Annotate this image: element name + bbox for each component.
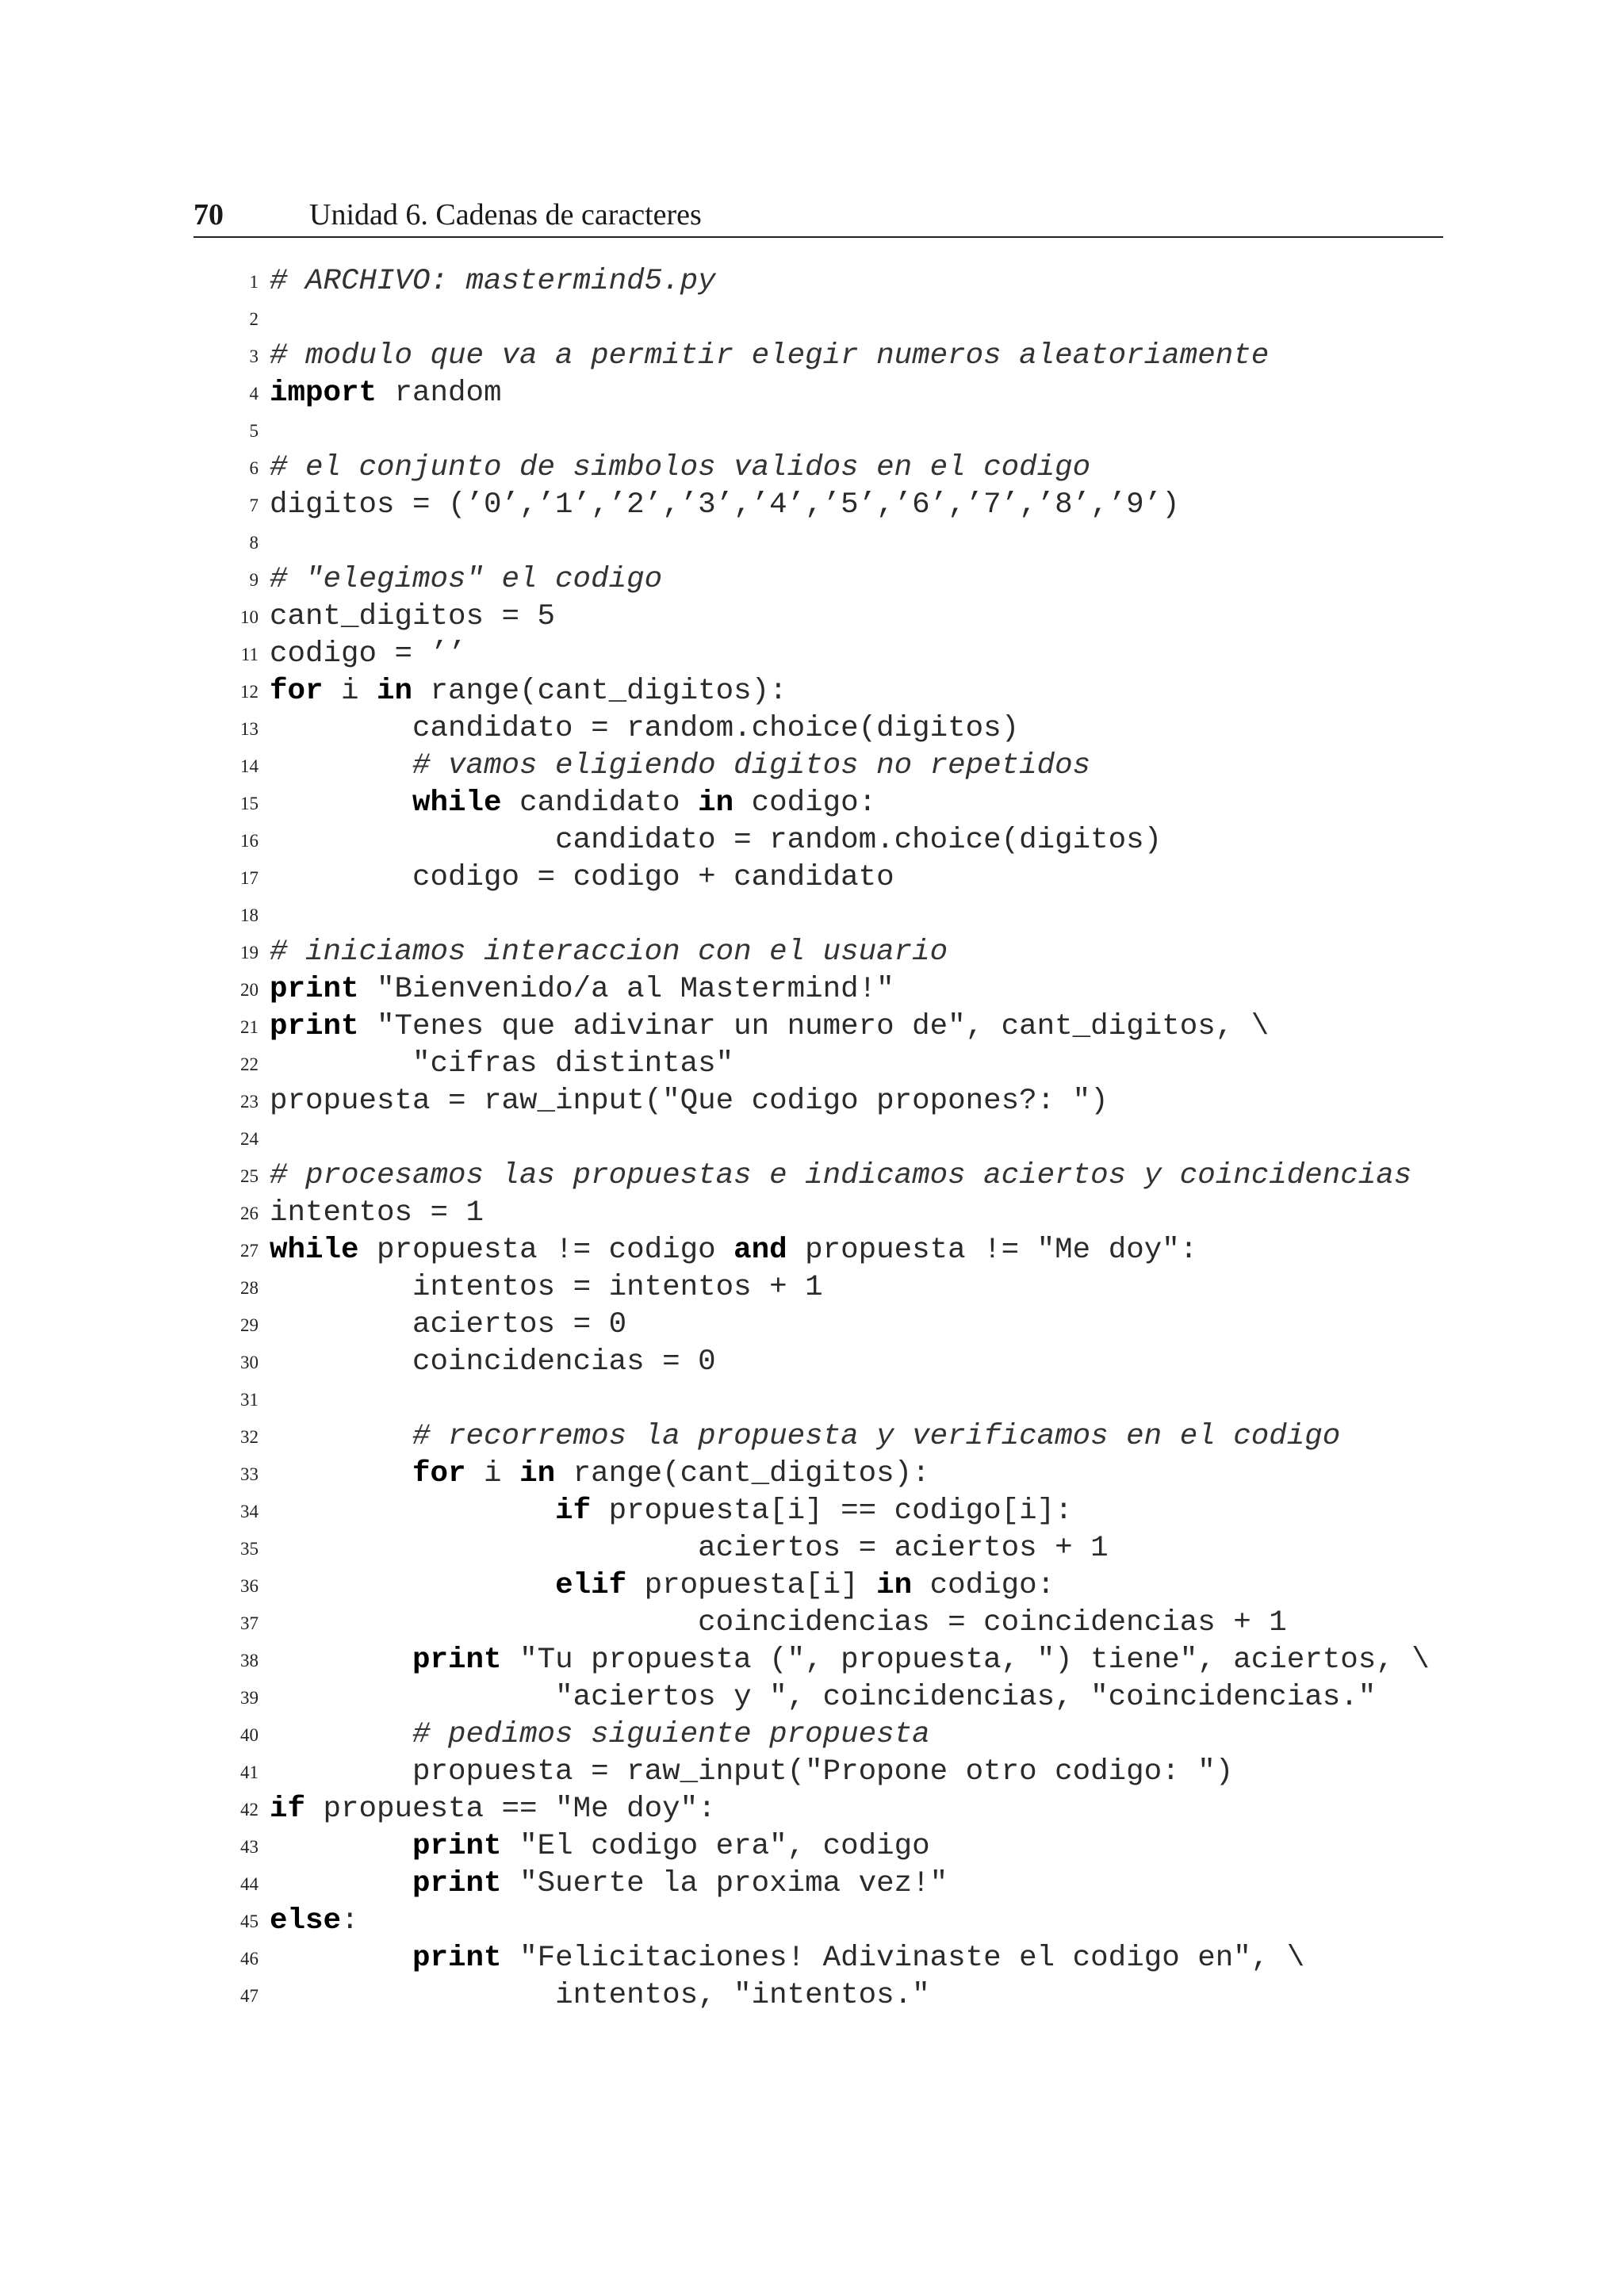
code-text <box>270 1232 1197 1269</box>
line-number: 11 <box>240 645 259 664</box>
line-number: 41 <box>240 1762 259 1782</box>
code-text-segment: "cifras distintas" <box>412 1047 734 1081</box>
line-number: 34 <box>240 1502 259 1521</box>
line-number: 8 <box>249 533 259 553</box>
code-line <box>0 1269 1624 1307</box>
line-number: 32 <box>240 1427 259 1447</box>
code-text-segment: "Tenes que adivinar un numero de", cant_digitos, \ <box>358 1010 1270 1043</box>
code-text-segment: propuesta == "Me doy": <box>305 1793 716 1826</box>
code-text <box>270 375 502 412</box>
code-line <box>0 710 1624 748</box>
code-keyword: if <box>555 1494 592 1528</box>
code-text <box>270 673 787 710</box>
code-keyword: print <box>412 1644 502 1677</box>
code-keyword: for <box>412 1457 466 1490</box>
code-keyword: in <box>377 675 413 708</box>
code-text <box>270 1269 823 1307</box>
code-line <box>0 785 1624 822</box>
code-text <box>270 1307 626 1344</box>
code-text-segment: digitos = (’0’,’1’,’2’,’3’,’4’,’5’,’6’,’7’,’8’,’9’) <box>270 488 1180 522</box>
code-text-segment: "El codigo era", codigo <box>501 1830 930 1863</box>
code-text-segment: candidato = random.choice(digitos) <box>555 824 1162 857</box>
code-text-segment: propuesta = raw_input("Que codigo propones?: ") <box>270 1085 1109 1118</box>
code-line <box>0 561 1624 599</box>
code-text <box>270 1158 1411 1195</box>
code-text-segment: random <box>377 377 502 410</box>
line-number: 43 <box>240 1837 259 1857</box>
line-number: 17 <box>240 868 259 888</box>
code-line <box>0 412 1624 450</box>
line-number: 47 <box>240 1986 259 2006</box>
code-keyword: import <box>270 377 377 410</box>
code-comment: # vamos eligiendo digitos no repetidos <box>412 749 1091 783</box>
code-text <box>270 822 1162 859</box>
line-number: 24 <box>240 1129 259 1149</box>
line-number: 36 <box>240 1576 259 1596</box>
line-number: 9 <box>249 570 259 590</box>
code-line <box>0 1567 1624 1605</box>
line-number: 26 <box>240 1203 259 1223</box>
code-keyword: if <box>270 1793 306 1826</box>
code-line <box>0 263 1624 300</box>
line-number: 14 <box>240 756 259 776</box>
line-number: 40 <box>240 1725 259 1745</box>
code-comment: # el conjunto de simbolos validos en el codigo <box>270 451 1091 484</box>
code-text <box>270 1046 733 1083</box>
code-text-segment: intentos = 1 <box>270 1196 485 1230</box>
code-line <box>0 1791 1624 1828</box>
code-text-segment: candidato = random.choice(digitos) <box>412 712 1020 745</box>
running-header <box>193 193 1443 238</box>
code-text-segment: "Suerte la proxima vez!" <box>501 1867 948 1900</box>
code-text <box>270 599 555 636</box>
code-keyword: print <box>412 1942 502 1975</box>
code-text-segment: range(cant_digitos): <box>555 1457 930 1490</box>
code-text <box>270 1008 1269 1046</box>
code-comment: # iniciamos interaccion con el usuario <box>270 936 948 969</box>
code-line <box>0 636 1624 673</box>
code-keyword: for <box>270 675 324 708</box>
code-text <box>270 748 1090 785</box>
code-line <box>0 1158 1624 1195</box>
code-text <box>270 1828 930 1866</box>
line-number: 27 <box>240 1241 259 1261</box>
code-keyword: print <box>270 973 359 1006</box>
code-line <box>0 1493 1624 1530</box>
code-text <box>270 1344 716 1381</box>
code-text-segment: codigo = ’’ <box>270 637 466 671</box>
line-number: 21 <box>240 1017 259 1037</box>
code-comment: # ARCHIVO: mastermind5.py <box>270 265 716 298</box>
code-keyword: print <box>412 1867 502 1900</box>
line-number: 39 <box>240 1688 259 1708</box>
line-number: 20 <box>240 980 259 1000</box>
line-number: 25 <box>240 1166 259 1186</box>
code-text <box>270 1754 1233 1791</box>
code-text-segment: propuesta[i] == codigo[i]: <box>591 1494 1073 1528</box>
code-text-segment: coincidencias = 0 <box>412 1345 716 1379</box>
code-text <box>270 1791 716 1828</box>
code-text-segment: "aciertos y ", coincidencias, "coincidencias." <box>555 1681 1377 1714</box>
code-line <box>0 1903 1624 1940</box>
line-number: 15 <box>240 794 259 813</box>
code-text-segment: aciertos = 0 <box>412 1308 627 1341</box>
code-line <box>0 1605 1624 1642</box>
code-text <box>270 1567 1055 1605</box>
code-line <box>0 1008 1624 1046</box>
line-number: 5 <box>249 421 259 441</box>
line-number: 2 <box>249 309 259 329</box>
code-text <box>270 1642 1430 1679</box>
code-text-segment: aciertos = aciertos + 1 <box>698 1532 1109 1565</box>
code-text <box>270 1195 484 1232</box>
code-text <box>270 785 876 822</box>
code-line <box>0 1828 1624 1866</box>
code-text <box>270 450 1090 487</box>
code-line <box>0 1977 1624 2015</box>
code-keyword: and <box>733 1234 787 1267</box>
line-number: 28 <box>240 1278 259 1298</box>
code-keyword: while <box>270 1234 359 1267</box>
code-text <box>270 1530 1109 1567</box>
code-keyword: elif <box>555 1569 627 1602</box>
code-line <box>0 1866 1624 1903</box>
code-line <box>0 934 1624 971</box>
code-text <box>270 1083 1109 1120</box>
line-number: 22 <box>240 1054 259 1074</box>
code-comment: # recorremos la propuesta y verificamos en el codigo <box>412 1420 1341 1453</box>
code-text <box>270 1977 930 2015</box>
line-number: 30 <box>240 1353 259 1372</box>
code-text-segment: propuesta[i] <box>626 1569 877 1602</box>
code-text-segment: "Tu propuesta (", propuesta, ") tiene", aciertos, \ <box>501 1644 1430 1677</box>
code-line <box>0 1381 1624 1418</box>
line-number: 7 <box>249 496 259 515</box>
code-text-segment: i <box>323 675 377 708</box>
code-comment: # procesamos las propuestas e indicamos aciertos y coincidencias <box>270 1159 1412 1192</box>
code-text <box>270 1493 1073 1530</box>
code-text <box>270 636 466 673</box>
line-number: 4 <box>249 384 259 404</box>
line-number: 19 <box>240 943 259 962</box>
code-keyword: while <box>412 786 502 820</box>
code-text <box>270 1679 1376 1716</box>
line-number: 37 <box>240 1613 259 1633</box>
code-text <box>270 1866 948 1903</box>
code-text <box>270 971 894 1008</box>
code-text-segment: propuesta != "Me doy": <box>787 1234 1198 1267</box>
code-text <box>270 1605 1287 1642</box>
line-number: 23 <box>240 1092 259 1112</box>
line-number: 35 <box>240 1539 259 1559</box>
code-text-segment: cant_digitos = 5 <box>270 600 556 633</box>
code-line <box>0 1716 1624 1754</box>
code-text <box>270 561 662 599</box>
line-number: 1 <box>249 272 259 292</box>
code-line <box>0 1456 1624 1493</box>
code-text <box>270 487 1180 524</box>
code-text-segment: propuesta != codigo <box>358 1234 734 1267</box>
code-text-segment: intentos, "intentos." <box>555 1979 930 2012</box>
line-number: 13 <box>240 719 259 739</box>
code-text <box>270 338 1269 375</box>
code-line <box>0 1307 1624 1344</box>
code-keyword: in <box>698 786 734 820</box>
code-line <box>0 1530 1624 1567</box>
code-line <box>0 748 1624 785</box>
line-number: 18 <box>240 905 259 925</box>
code-line <box>0 822 1624 859</box>
code-line <box>0 1642 1624 1679</box>
code-line <box>0 599 1624 636</box>
code-line <box>0 971 1624 1008</box>
code-line <box>0 450 1624 487</box>
line-number: 31 <box>240 1390 259 1410</box>
line-number: 42 <box>240 1800 259 1820</box>
code-line <box>0 1344 1624 1381</box>
code-line <box>0 859 1624 897</box>
code-line <box>0 375 1624 412</box>
code-keyword: in <box>519 1457 556 1490</box>
code-comment: # modulo que va a permitir elegir numeros aleatoriamente <box>270 339 1270 373</box>
code-line <box>0 1679 1624 1716</box>
code-text-segment: intentos = intentos + 1 <box>412 1271 823 1304</box>
line-number: 10 <box>240 607 259 627</box>
code-keyword: in <box>876 1569 913 1602</box>
code-text <box>270 1716 930 1754</box>
code-line <box>0 897 1624 934</box>
line-number: 33 <box>240 1464 259 1484</box>
code-keyword: else <box>270 1904 342 1938</box>
code-comment: # "elegimos" el codigo <box>270 563 663 596</box>
line-number: 45 <box>240 1911 259 1931</box>
code-keyword: print <box>412 1830 502 1863</box>
code-line <box>0 524 1624 561</box>
code-text <box>270 934 948 971</box>
code-text-segment: codigo: <box>733 786 877 820</box>
line-number: 6 <box>249 458 259 478</box>
code-text-segment: coincidencias = coincidencias + 1 <box>698 1606 1287 1640</box>
code-text-segment: candidato <box>501 786 699 820</box>
code-text-segment: propuesta = raw_input("Propone otro codigo: ") <box>412 1755 1234 1789</box>
code-line <box>0 1754 1624 1791</box>
code-text <box>270 1456 930 1493</box>
code-line <box>0 1046 1624 1083</box>
code-line <box>0 1083 1624 1120</box>
code-line <box>0 487 1624 524</box>
line-number: 16 <box>240 831 259 851</box>
line-number: 12 <box>240 682 259 702</box>
code-text-segment: codigo = codigo + candidato <box>412 861 894 894</box>
code-keyword: print <box>270 1010 359 1043</box>
line-number: 44 <box>240 1874 259 1894</box>
code-line <box>0 338 1624 375</box>
running-title: Unidad 6. Cadenas de caracteres <box>309 198 702 232</box>
line-number: 29 <box>240 1315 259 1335</box>
code-text-segment: "Felicitaciones! Adivinaste el codigo en", \ <box>501 1942 1305 1975</box>
code-listing <box>0 263 1624 2015</box>
page-number: 70 <box>193 198 224 232</box>
code-text-segment: range(cant_digitos): <box>412 675 787 708</box>
code-text <box>270 1418 1340 1456</box>
line-number: 3 <box>249 346 259 366</box>
code-comment: # pedimos siguiente propuesta <box>412 1718 930 1751</box>
code-line <box>0 1120 1624 1158</box>
code-line <box>0 300 1624 338</box>
code-line <box>0 1195 1624 1232</box>
code-line <box>0 1232 1624 1269</box>
code-line <box>0 1418 1624 1456</box>
code-text-segment: i <box>465 1457 520 1490</box>
line-number: 46 <box>240 1949 259 1969</box>
code-text-segment: codigo: <box>912 1569 1055 1602</box>
code-text <box>270 710 1019 748</box>
code-text <box>270 1940 1304 1977</box>
code-text <box>270 1903 359 1940</box>
line-number: 38 <box>240 1651 259 1670</box>
code-text <box>270 859 894 897</box>
code-line <box>0 673 1624 710</box>
code-text <box>270 263 716 300</box>
code-text-segment: "Bienvenido/a al Mastermind!" <box>358 973 894 1006</box>
code-line <box>0 1940 1624 1977</box>
code-text-segment: : <box>341 1904 359 1938</box>
